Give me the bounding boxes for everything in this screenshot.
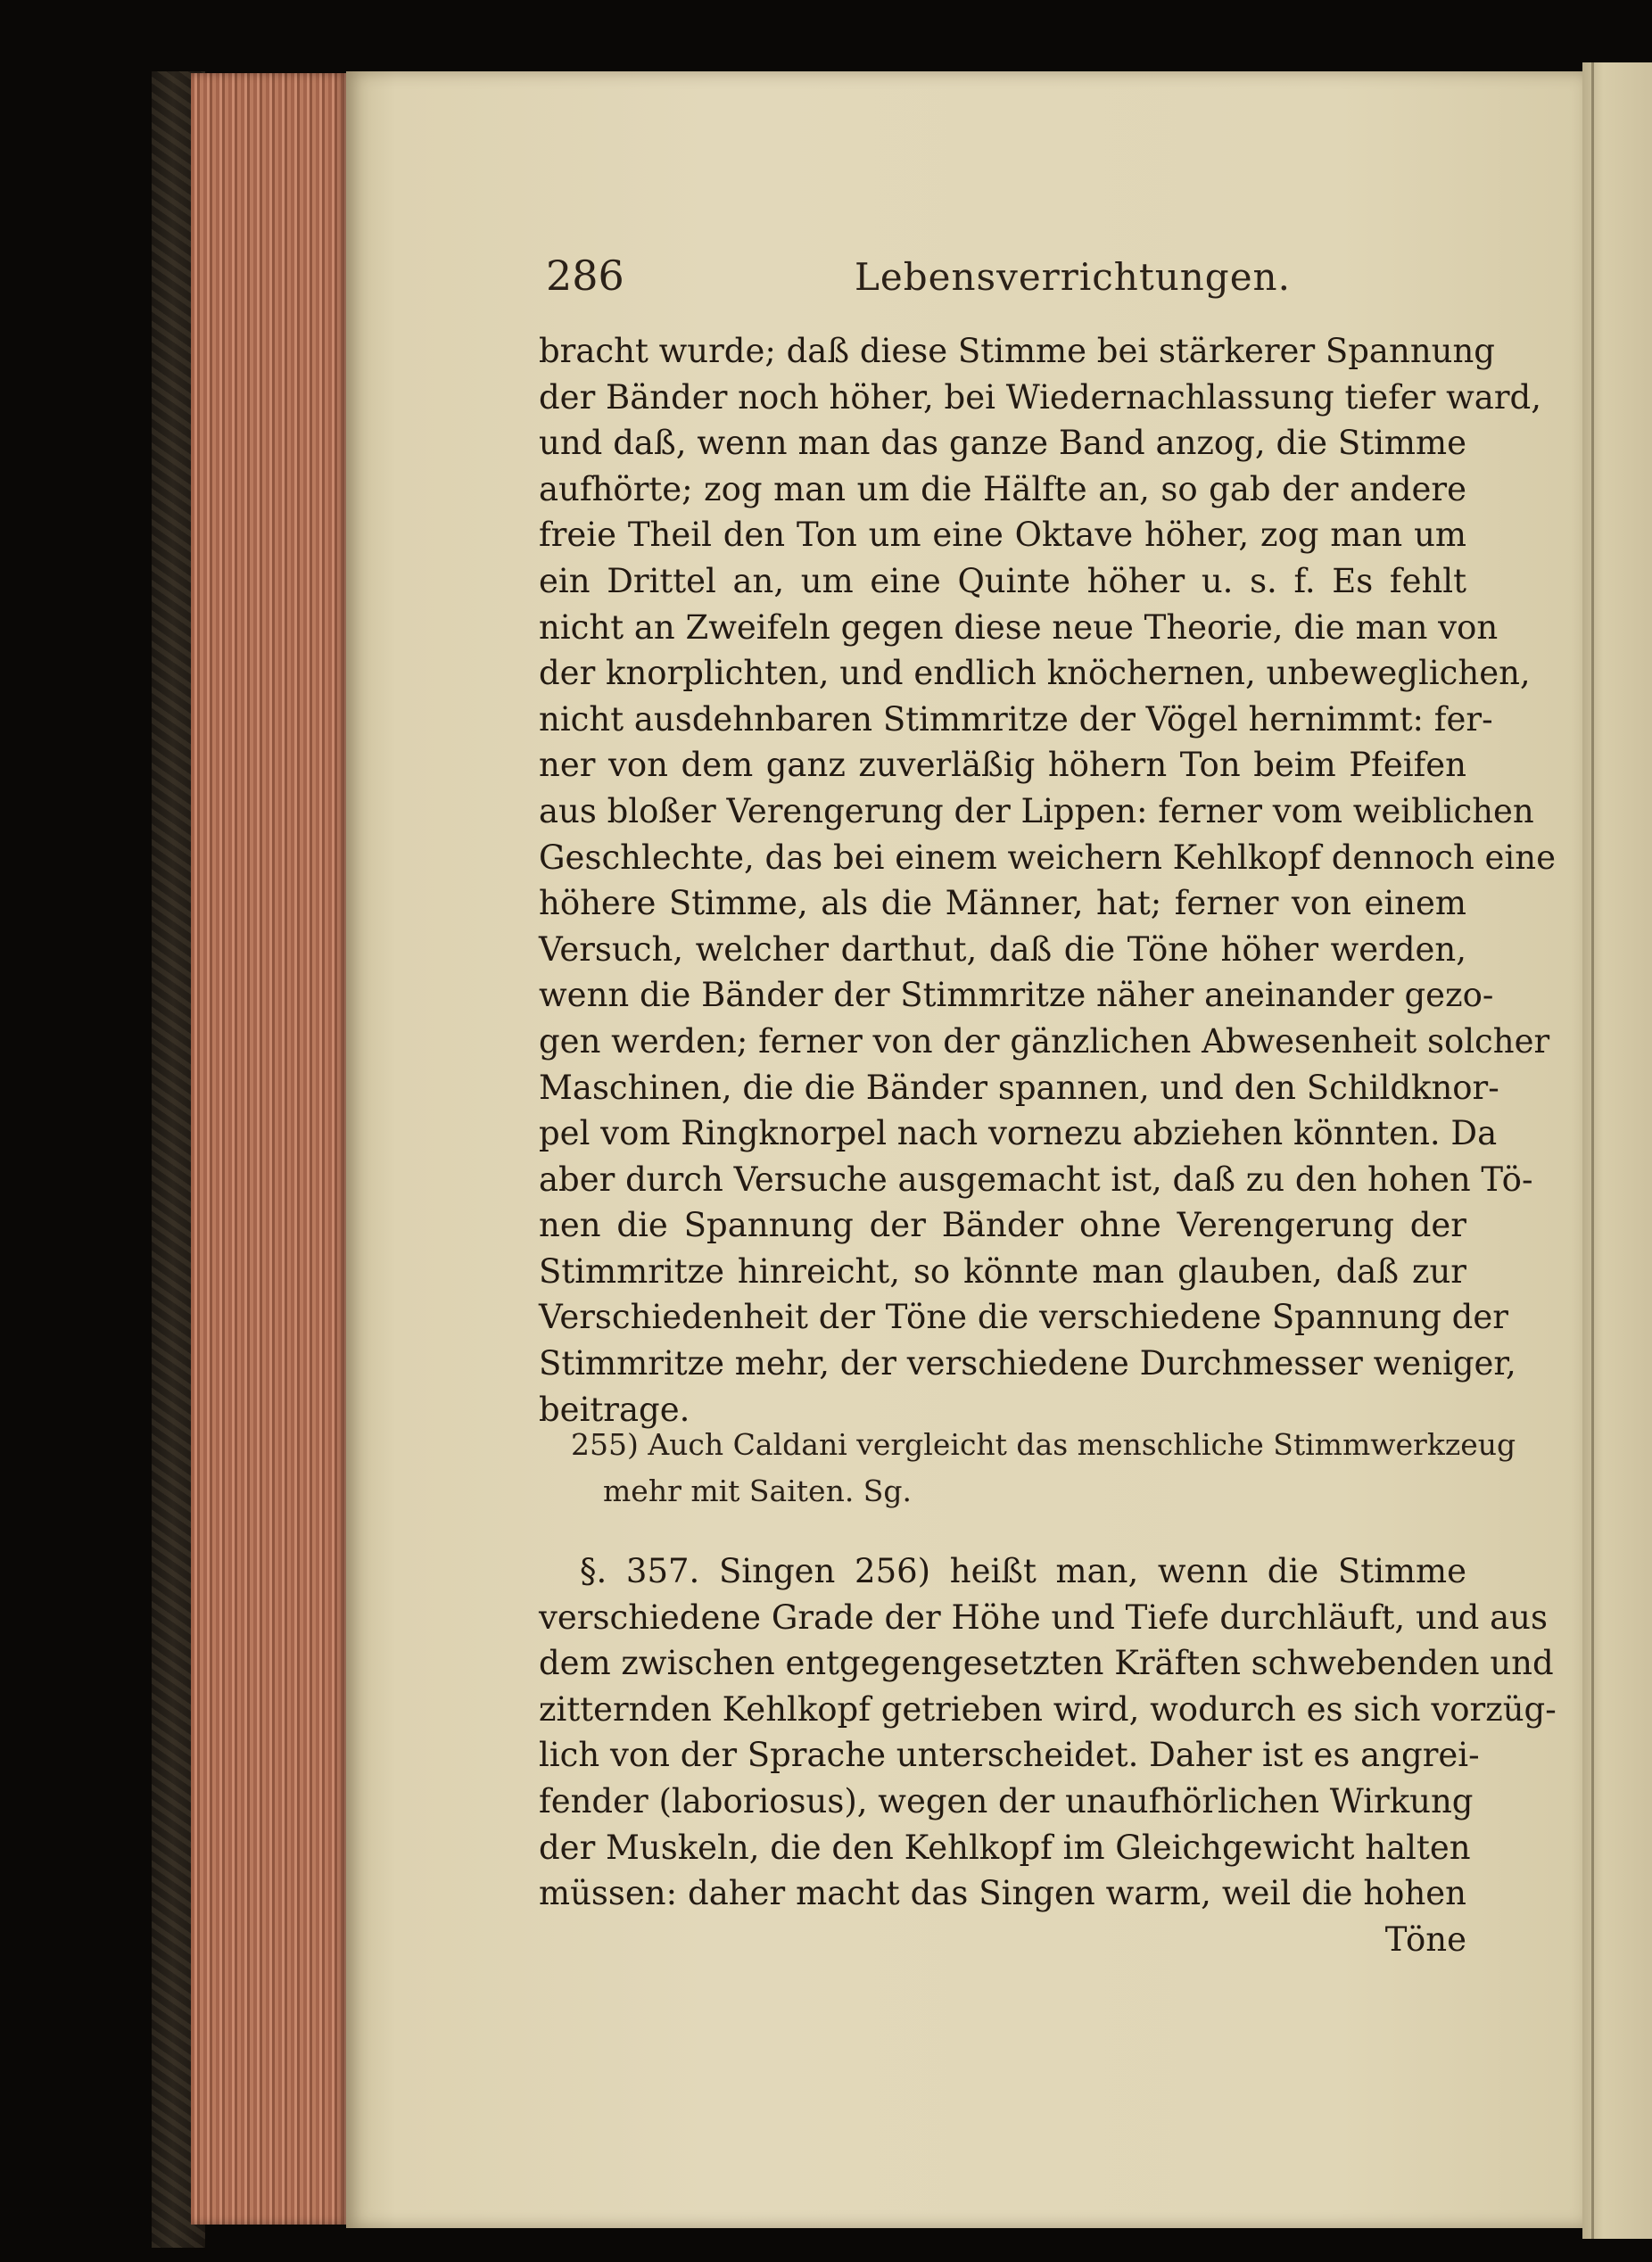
text-line: verschiedene Grade der Höhe und Tiefe durchläuft, und aus [539,1597,1548,1637]
text-line: aus bloßer Verengerung der Lippen: ferner vom weiblichen [539,791,1534,830]
text-line: Stimmritze hinreicht, so könnte man glauben, daß zur [539,1251,1466,1291]
text-line: höhere Stimme, als die Männer, hat; ferner von einem [539,884,1466,923]
text-line: Töne [1384,1919,1466,1959]
text-line: §. 357. Singen 256) heißt man, wenn die Stimme [580,1552,1466,1590]
text-line: ner von dem ganz zuverläßig höhern Ton beim Pfeifen [539,746,1466,785]
text-line: und daß, wenn man das ganze Band anzog, die Stimme [539,424,1466,463]
running-title: Lebensverrichtungen. [855,255,1291,299]
text-line: 255) Auch Caldani vergleicht das menschliche Stimmwerkzeug [571,1427,1516,1462]
text-line: bracht wurde; daß diese Stimme bei stärkerer Spannung [539,332,1495,370]
text-line: pel vom Ringknorpel nach vornezu abziehen könnten. Da [539,1114,1498,1153]
text-line: Stimmritze mehr, der verschiedene Durchmesser weniger, [539,1344,1516,1383]
text-line: Versuch, welcher darthut, daß die Töne höher werden, [539,929,1466,969]
text-line: freie Theil den Ton um eine Oktave höher, zog man um [539,516,1466,555]
text-line: nen die Spannung der Bänder ohne Verengerung der [539,1206,1466,1245]
text-line: aber durch Versuche ausgemacht ist, daß zu den hohen Tö- [539,1160,1533,1199]
text-line: beitrage. [539,1390,690,1429]
text-line: fender (laboriosus), wegen der unaufhörlichen Wirkung [539,1781,1474,1820]
text-line: Maschinen, die die Bänder spannen, und den Schildknor- [539,1068,1499,1107]
text-line: der Muskeln, die den Kehlkopf im Gleichgewicht halten [539,1828,1471,1867]
paragraph-1 [539,328,1556,1432]
text-line: mehr mit Saiten. Sg. [603,1474,913,1508]
text-line: nicht ausdehnbaren Stimmritze der Vögel hernimmt: fer- [539,699,1493,739]
text-line: zitternden Kehlkopf getrieben wird, wodurch es sich vorzüg- [539,1689,1557,1729]
text-line: aufhörte; zog man um die Hälfte an, so gab der andere [539,469,1466,508]
text-line: Geschlechte, das bei einem weichern Kehlkopf dennoch eine [539,838,1556,877]
footnote-255 [571,1422,1516,1515]
page-stack-edges [191,73,348,2225]
text-line: ein Drittel an, um eine Quinte höher u. s. f. Es fehlt [539,561,1466,600]
text-line: der Bänder noch höher, bei Wiedernachlassung tiefer ward, [539,377,1542,417]
text-line: nicht an Zweifeln gegen diese neue Theorie, die man von [539,607,1499,647]
text-line: Verschiedenheit der Töne die verschiedene Spannung der [539,1298,1508,1337]
facing-page-edge [1582,62,1652,2239]
text-line: gen werden; ferner von der gänzlichen Abwesenheit solcher [539,1021,1550,1061]
text-line: wenn die Bänder der Stimmritze näher aneinander gezo- [539,976,1494,1015]
text-line: lich von der Sprache unterscheidet. Daher ist es angrei- [539,1736,1480,1775]
text-line: dem zwischen entgegengesetzten Kräften schwebenden und [539,1644,1554,1683]
text-line: müssen: daher macht das Singen warm, weil die hohen [539,1874,1466,1913]
page-number: 286 [546,252,624,300]
text-line: der knorplichten, und endlich knöchernen, unbeweglichen, [539,654,1531,693]
paragraph-2 [539,1548,1557,1962]
